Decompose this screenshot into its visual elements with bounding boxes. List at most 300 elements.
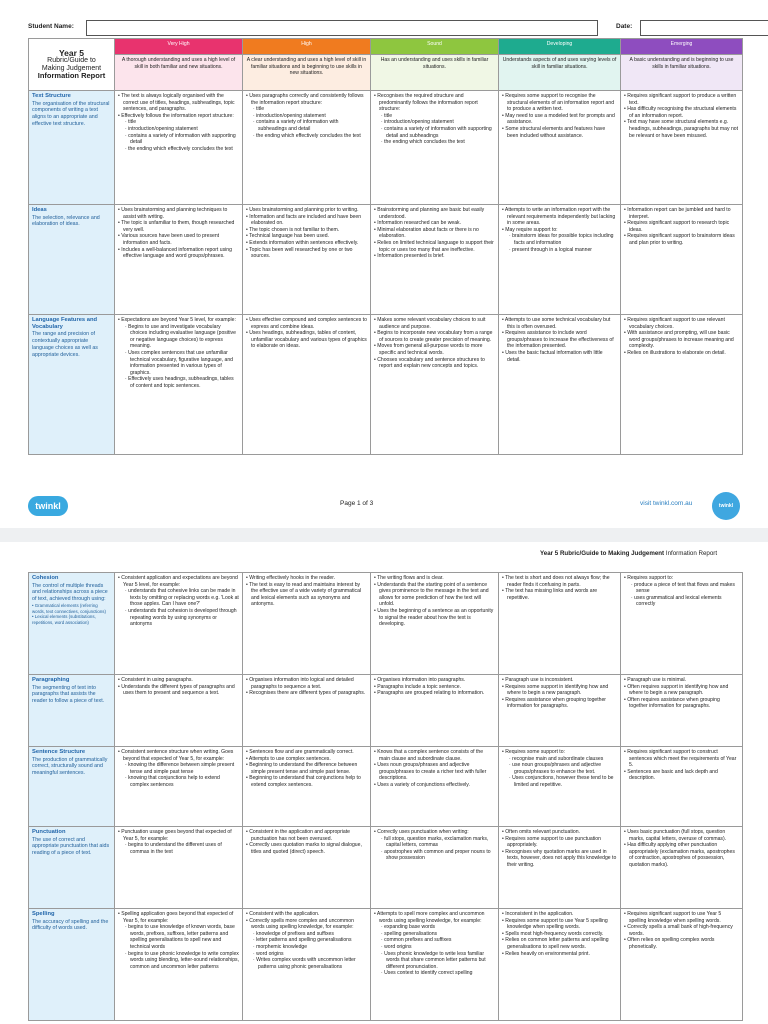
bullet-item: [624, 829, 739, 842]
bullet-list: [246, 829, 367, 855]
bullet-text: knowing the difference between simple present tense and simple past tense: [128, 762, 235, 775]
bullet-item: [624, 233, 739, 246]
level-header-high: High: [243, 39, 371, 55]
bullet-item: [502, 931, 617, 938]
bullet-item: [246, 582, 367, 608]
bullet-marker: ·: [381, 930, 385, 937]
bullet-item: [118, 207, 239, 220]
bullet-text: Topic has been well researched by one or two sources.: [249, 246, 353, 260]
bullet-marker: ·: [125, 842, 129, 849]
bullet-text: Attempts to use complex sentences.: [248, 755, 331, 762]
bullet-item: [502, 247, 617, 254]
bullet-marker: •: [624, 106, 628, 113]
bullet-marker: •: [624, 829, 628, 835]
bullet-text: present through in a logical manner: [512, 246, 592, 253]
rubric-table-page2: [28, 572, 743, 1021]
bullet-text: introduction/opening statement: [128, 125, 198, 132]
bullet-text: common prefixes and suffixes: [384, 937, 452, 944]
bullet-text: Spells most high-frequency words correctly.: [505, 930, 604, 937]
rubric-cell: [621, 91, 743, 205]
bullet-marker: •: [374, 575, 378, 581]
bullet-marker: •: [374, 220, 378, 227]
bullet-marker: •: [502, 829, 506, 835]
bullet-marker: •: [502, 917, 506, 924]
bullet-text: Understands the different types of paragraphs and uses them to present and sequence a text.: [121, 683, 235, 697]
bullet-list: [246, 575, 367, 608]
bullet-item: [624, 207, 739, 220]
bullet-list: [374, 575, 495, 628]
bullet-text: Information and facts are included and have been elaborated on.: [249, 213, 362, 227]
bullet-list: [502, 749, 617, 789]
bullet-marker: •: [624, 911, 628, 917]
bullet-marker: •: [246, 226, 250, 233]
rubric-cell: [621, 315, 743, 455]
rubric-cell: [243, 315, 371, 455]
bullet-text: The topic chosen is not familiar to them.: [249, 226, 340, 233]
bullet-marker: ·: [509, 775, 513, 782]
bullet-text: Requires significant support to construct sentences which meet the requirements of Year 5.: [627, 749, 737, 769]
bullet-item: [624, 350, 739, 357]
bullet-marker: ·: [253, 112, 257, 119]
criterion-desc: The organisation of the structural components of writing a text aligns to an appropriate and effective text structure.: [32, 100, 110, 127]
bullet-marker: •: [374, 690, 378, 697]
bullet-text: Attempts to spell more complex and uncommon words using spelling knowledge, for example:: [376, 911, 485, 924]
bullet-marker: •: [624, 233, 628, 240]
bullet-text: begins to use phonic knowledge to write complex words using blending, letter-sound relationships, common and uncommon letter patterns: [128, 950, 240, 970]
bullet-text: introduction/opening statement: [384, 119, 454, 126]
bullet-list: [118, 749, 239, 789]
bullet-text: Attempts to write an information report with the relevant requirements independently but lacking in some areas.: [504, 207, 616, 227]
year-line4: Information Report: [37, 70, 106, 80]
bullet-marker: •: [502, 349, 506, 356]
rubric-cell: [499, 315, 621, 455]
bullet-marker: •: [246, 690, 250, 697]
bullet-text: May need to use a modeled text for prompts and assistance.: [505, 112, 615, 126]
criterion-desc: The segmenting of text into paragraphs that assists the reader to follow a piece of text.: [32, 684, 105, 705]
bullet-text: Some structural elements and features have been included without assistance.: [505, 125, 606, 139]
bullet-text: Brainstorming and planning are basic but easily understood.: [377, 207, 485, 220]
rubric-cell: [621, 747, 743, 827]
bullet-marker: •: [624, 768, 628, 775]
bullet-marker: •: [502, 835, 506, 842]
bullet-marker: •: [118, 207, 122, 213]
bullet-item: [624, 575, 739, 582]
bullet-item: [624, 106, 739, 119]
rubric-cell: [371, 675, 499, 747]
bullet-item: [246, 93, 367, 106]
bullet-text: Requires some support to use Year 5 spelling knowledge when spelling words.: [505, 917, 608, 931]
page-two: [0, 542, 768, 1024]
bullet-item: [624, 595, 739, 608]
bullet-item: [246, 214, 367, 227]
rubric-cell: [499, 573, 621, 675]
bullet-item: [374, 582, 495, 608]
bullet-text: Paragraphs are grouped relating to information.: [377, 690, 485, 697]
bullet-item: [624, 697, 739, 710]
bullet-text: Requires some support to:: [505, 749, 565, 755]
bullet-text: The writing flows and is clear.: [377, 575, 444, 581]
bullet-text: The text is easy to read and maintains interest by the effective use of a wide variety of grammatical and lexical elements such as synonyms and antonyms.: [249, 581, 362, 608]
bullet-text: Uses paragraphs correctly and consistently follows the information report structure:: [249, 93, 364, 106]
quality-badge-icon: twinkl: [712, 492, 740, 520]
bullet-marker: ·: [253, 106, 257, 113]
bullet-marker: •: [246, 775, 250, 782]
rubric-cell: [621, 909, 743, 1021]
level-desc: A basic understanding and is beginning to use skills in familiar situations.: [621, 55, 743, 91]
bullet-marker: ·: [253, 937, 257, 944]
bullet-item: [246, 133, 367, 140]
bullet-marker: •: [246, 575, 250, 581]
bullet-text: use noun groups/phrases and adjective groups/phrases to enhance the text.: [512, 762, 602, 775]
bullet-text: Minimal elaboration about facts or there is no elaboration.: [377, 226, 479, 240]
bullet-text: Paragraph use is minimal.: [627, 677, 687, 683]
rubric-cell: [115, 205, 243, 315]
bullet-marker: ·: [509, 755, 513, 762]
page2-title-bold: Year 5 Rubric/Guide to Making Judgement: [540, 550, 665, 557]
bullet-item: [246, 247, 367, 260]
bullet-text: Paragraphs include a topic sentence.: [377, 683, 462, 690]
bullet-item: [502, 911, 617, 918]
bullet-text: Understands that the starting point of a sentence gives prominence to the message in the text and allows for some prediction of how the text will unfold.: [377, 581, 489, 608]
bullet-marker: •: [374, 330, 378, 337]
bullet-item: [246, 690, 367, 697]
bullet-item: [502, 575, 617, 588]
bullet-text: contains a variety of information with supporting detail and subheadings: [384, 125, 492, 139]
bullet-text: Uses complex sentences that use unfamiliar technical vocabulary, figurative language, and information presented in various types of graphics.: [128, 349, 233, 376]
bullet-marker: ·: [125, 349, 129, 356]
bullet-marker: •: [624, 330, 628, 337]
page2-title-rest: Information Report: [664, 550, 718, 557]
bullet-item: [118, 911, 239, 924]
bullet-item: [624, 684, 739, 697]
bullet-marker: •: [246, 207, 250, 213]
bullet-marker: •: [246, 762, 250, 769]
criterion-row: [29, 205, 743, 315]
bullet-text: Organises information into logical and detailed paragraphs to sequence a text.: [249, 677, 354, 690]
bullet-marker: ·: [125, 132, 129, 139]
bullet-marker: •: [374, 762, 378, 769]
bullet-text: Begins to incorporate new vocabulary from a range of sources to create greater precision of meaning.: [377, 330, 493, 343]
bullet-item: [624, 924, 739, 937]
bullet-marker: •: [624, 119, 628, 126]
bullet-item: [374, 829, 495, 836]
bullet-marker: •: [502, 207, 505, 213]
bullet-item: [502, 677, 617, 684]
bullet-list: [502, 93, 617, 139]
bullet-item: [246, 957, 367, 970]
level-header-developing: Developing: [499, 39, 621, 55]
bullet-list: [624, 575, 739, 608]
bullet-marker: ·: [125, 775, 129, 782]
bullet-marker: •: [624, 349, 628, 356]
bullet-list: [374, 207, 495, 260]
bullet-item: [502, 836, 617, 849]
bullet-item: [246, 775, 367, 788]
bullet-text: letter patterns and spelling generalisations: [256, 937, 352, 944]
bullet-item: [502, 762, 617, 775]
bullet-text: knowledge of prefixes and suffixes: [256, 930, 334, 937]
bullet-text: Often omits relevant punctuation.: [505, 829, 580, 835]
bullet-list: [246, 677, 367, 697]
criterion-list-item: • Lexical elements (substitutions, repetitions, word association): [32, 614, 96, 625]
bullet-list: [502, 317, 617, 363]
bullet-text: Paragraph use is inconsistent.: [505, 677, 574, 683]
bullet-text: Chooses vocabulary and sentence structures to report and explain new concepts and topics.: [377, 356, 485, 370]
bullet-item: [374, 253, 495, 260]
bullet-text: Uses the basic factual information with little detail.: [505, 349, 603, 363]
bullet-list: [374, 749, 495, 789]
bullet-item: [246, 762, 367, 775]
bullet-item: [374, 970, 495, 977]
bullet-text: begins to use knowledge of known words, base words, prefixes, suffixes, letter patterns and spelling generalisations to spell new and technical words: [128, 924, 235, 950]
page2-title: [540, 550, 717, 557]
bullet-text: apostrophes with common and proper nouns to show possession: [384, 848, 491, 862]
bullet-list: [118, 317, 239, 390]
bullet-item: [246, 756, 367, 763]
rubric-cell: [499, 827, 621, 909]
bullet-item: [502, 918, 617, 931]
bullet-item: [118, 126, 239, 133]
bullet-item: [374, 227, 495, 240]
criterion-desc: The accuracy of spelling and the difficulty of words used.: [32, 918, 109, 932]
bullet-marker: ·: [253, 943, 257, 950]
level-header-emerging: Emerging: [621, 39, 743, 55]
bullet-item: [246, 677, 367, 690]
rubric-cell: [115, 675, 243, 747]
criterion-cell: [29, 205, 115, 315]
year-line3: Making Judgement: [41, 64, 102, 72]
bullet-marker: •: [246, 677, 250, 683]
bullet-text: morphemic knowledge: [256, 943, 308, 950]
bullet-item: [118, 93, 239, 113]
bullet-item: [502, 126, 617, 139]
bullet-item: [246, 951, 367, 958]
criterion-title: Sentence Structure: [32, 749, 86, 755]
bullet-marker: •: [502, 848, 506, 855]
bullet-marker: •: [118, 683, 122, 690]
date-label: Date:: [616, 23, 633, 30]
bullet-item: [118, 220, 239, 233]
bullet-text: uses grammatical and lexical elements correctly: [634, 594, 722, 608]
bullet-marker: •: [118, 575, 122, 581]
rubric-cell: [243, 675, 371, 747]
bullet-marker: •: [624, 937, 628, 944]
bullet-text: the ending which effectively concludes the text: [128, 145, 233, 152]
bullet-item: [624, 330, 739, 350]
bullet-marker: •: [502, 330, 506, 337]
bullet-text: title: [384, 112, 393, 119]
bullet-text: Requires significant support to use Year 5 spelling knowledge when spelling words.: [627, 911, 722, 924]
bullet-item: [246, 330, 367, 350]
bullet-item: [374, 782, 495, 789]
bullet-marker: •: [502, 937, 506, 944]
bullet-text: Begins to use and investigate vocabulary choices including evaluative language (positive or negative language choices) to express meaning.: [128, 323, 236, 350]
bullet-item: [374, 944, 495, 951]
bullet-marker: ·: [631, 594, 635, 601]
bullet-marker: •: [502, 677, 506, 683]
bullet-text: word origins: [256, 950, 284, 957]
bullet-marker: ·: [125, 950, 129, 957]
bullet-item: [118, 775, 239, 788]
bullet-marker: •: [118, 829, 122, 835]
bullet-marker: •: [374, 253, 378, 260]
bullet-text: Requires support to:: [627, 575, 674, 581]
bullet-item: [374, 119, 495, 126]
bullet-marker: •: [624, 317, 628, 323]
criterion-row: [29, 747, 743, 827]
bullet-text: Makes some relevant vocabulary choices to suit audience and purpose.: [377, 317, 486, 330]
page-footer: [0, 488, 768, 528]
bullet-item: [624, 842, 739, 868]
bullet-marker: •: [624, 93, 628, 99]
criterion-title: Paragraphing: [32, 677, 70, 683]
bullet-item: [374, 849, 495, 862]
bullet-text: Spelling application goes beyond that expected of Year 5, for example:: [121, 911, 234, 924]
bullet-item: [118, 376, 239, 389]
criterion-row: [29, 573, 743, 675]
bullet-text: understands that cohesive links can be made in texts by omitting or replacing words e.g. 'Look at those apples. Can I have one?': [128, 588, 239, 608]
bullet-marker: ·: [125, 125, 129, 132]
bullet-item: [502, 113, 617, 126]
rubric-cell: [621, 827, 743, 909]
bullet-marker: ·: [253, 119, 257, 126]
bullet-marker: •: [374, 93, 378, 99]
bullet-item: [624, 582, 739, 595]
bullet-marker: •: [502, 683, 506, 690]
bullet-text: Relies on illustrations to elaborate on detail.: [627, 349, 726, 356]
bullet-text: Organises information into paragraphs.: [377, 677, 466, 683]
bullet-list: [502, 829, 617, 869]
rubric-cell: [115, 909, 243, 1021]
rubric-cell: [371, 205, 499, 315]
bullet-text: Information researched can be weak.: [377, 220, 462, 227]
year-line1: Year 5: [58, 47, 85, 58]
bullet-marker: •: [118, 677, 122, 683]
bullet-item: [374, 951, 495, 971]
bullet-text: title: [256, 106, 265, 113]
bullet-list: [246, 207, 367, 260]
bullet-item: [246, 749, 367, 756]
bullet-item: [502, 756, 617, 763]
bullet-text: understands that cohesion is developed through repeating words by using synonyms or antonyms: [128, 607, 237, 628]
rubric-cell: [621, 675, 743, 747]
criterion-list-item: • Grammatical elements (referring words, text connectives, conjunctions): [32, 602, 106, 614]
criterion-cell: [29, 827, 115, 909]
bullet-text: Requires some support to recognise the structural elements of an information report and to produce a written text.: [505, 93, 615, 113]
bullet-text: Consistent in using paragraphs.: [121, 677, 193, 683]
rubric-cell: [243, 91, 371, 205]
bullet-item: [502, 227, 617, 234]
bullet-marker: ·: [381, 139, 385, 146]
bullet-item: [502, 749, 617, 756]
bullet-item: [374, 575, 495, 582]
bullet-marker: •: [246, 233, 250, 240]
bullet-list: [246, 317, 367, 350]
bullet-text: introduction/opening statement: [256, 112, 326, 119]
criterion-cell: [29, 315, 115, 455]
criterion-title: Spelling: [32, 911, 55, 917]
level-header-very-high: Very High: [115, 39, 243, 55]
bullet-marker: ·: [125, 145, 129, 152]
bullet-list: [118, 911, 239, 970]
rubric-cell: [243, 573, 371, 675]
bullet-text: Expectations are beyond Year 5 level, for example:: [121, 317, 236, 323]
bullet-marker: •: [502, 930, 506, 937]
criterion-title: Text Structure: [32, 93, 71, 99]
bullet-item: [502, 684, 617, 697]
bullet-item: [118, 684, 239, 697]
bullet-marker: •: [246, 239, 250, 246]
bullet-text: Various sources have been used to present information and facts.: [121, 233, 220, 246]
date-field[interactable]: [640, 20, 768, 36]
bullet-item: [246, 113, 367, 120]
bullet-text: word origins: [384, 943, 412, 950]
criterion-desc: The production of grammatically correct, structurally sound and meaningful sentences.: [32, 756, 108, 777]
level-header-sound: Sound: [371, 39, 499, 55]
visit-link[interactable]: visit twinkl.com.au: [640, 500, 693, 507]
bullet-text: knowing that conjunctions help to extend complex sentences: [128, 775, 220, 788]
bullet-marker: •: [246, 93, 250, 99]
bullet-item: [374, 93, 495, 113]
bullet-marker: ·: [381, 970, 385, 977]
rubric-cell: [499, 91, 621, 205]
bullet-text: Text may have some structural elements e.g. headings, subheadings, paragraphs but may not be relevant or have been misused.: [627, 119, 739, 139]
bullet-text: Information presented is brief.: [377, 253, 445, 260]
bullet-list: [246, 911, 367, 970]
bullet-marker: ·: [381, 937, 385, 944]
bullet-text: contains a variety of information with subheadings and detail: [256, 119, 339, 132]
bullet-list: [624, 677, 739, 710]
bullet-item: [118, 749, 239, 762]
bullet-text: Technical language has been used.: [249, 233, 329, 240]
bullet-item: [246, 842, 367, 855]
bullet-item: [118, 233, 239, 246]
bullet-item: [374, 836, 495, 849]
criterion-desc: The range and precision of contextually appropriate language choices as well as appropriate devices.: [32, 331, 98, 358]
bullet-marker: ·: [253, 957, 257, 964]
bullet-text: Recognises the required structure and predominantly follows the information report structure:: [377, 93, 478, 113]
criterion-row: [29, 675, 743, 747]
bullet-marker: •: [374, 677, 378, 683]
bullet-marker: •: [374, 317, 378, 323]
rubric-cell: [371, 747, 499, 827]
bullet-item: [246, 119, 367, 132]
bullet-list: [624, 911, 739, 951]
bullet-item: [502, 829, 617, 836]
bullet-item: [246, 233, 367, 240]
rubric-cell: [115, 827, 243, 909]
bullet-marker: ·: [381, 112, 385, 119]
criterion-cell: [29, 91, 115, 205]
bullet-marker: ·: [125, 924, 129, 931]
level-desc: A clear understanding and uses a high level of skill in familiar situations and is beginning to use skills in new situations.: [243, 55, 371, 91]
bullet-marker: •: [502, 588, 506, 595]
page-number: Page 1 of 3: [340, 500, 374, 507]
bullet-list: [118, 93, 239, 152]
bullet-text: Has difficulty recognising the structural elements of an information report.: [627, 106, 737, 119]
bullet-item: [502, 330, 617, 350]
bullet-text: Writes complex words with uncommon letter patterns using phonic generalisations: [256, 957, 356, 970]
bullet-item: [374, 608, 495, 628]
name-date-bar: [28, 20, 768, 38]
rubric-cell: [371, 827, 499, 909]
bullet-marker: ·: [253, 950, 257, 957]
student-name-field[interactable]: [86, 20, 598, 36]
rubric-cell: [499, 747, 621, 827]
bullet-text: Uses noun groups/phrases and adjective groups/phrases to create a richer text with fuller descriptions.: [377, 762, 487, 782]
bullet-item: [374, 911, 495, 924]
bullet-marker: ·: [381, 835, 385, 842]
